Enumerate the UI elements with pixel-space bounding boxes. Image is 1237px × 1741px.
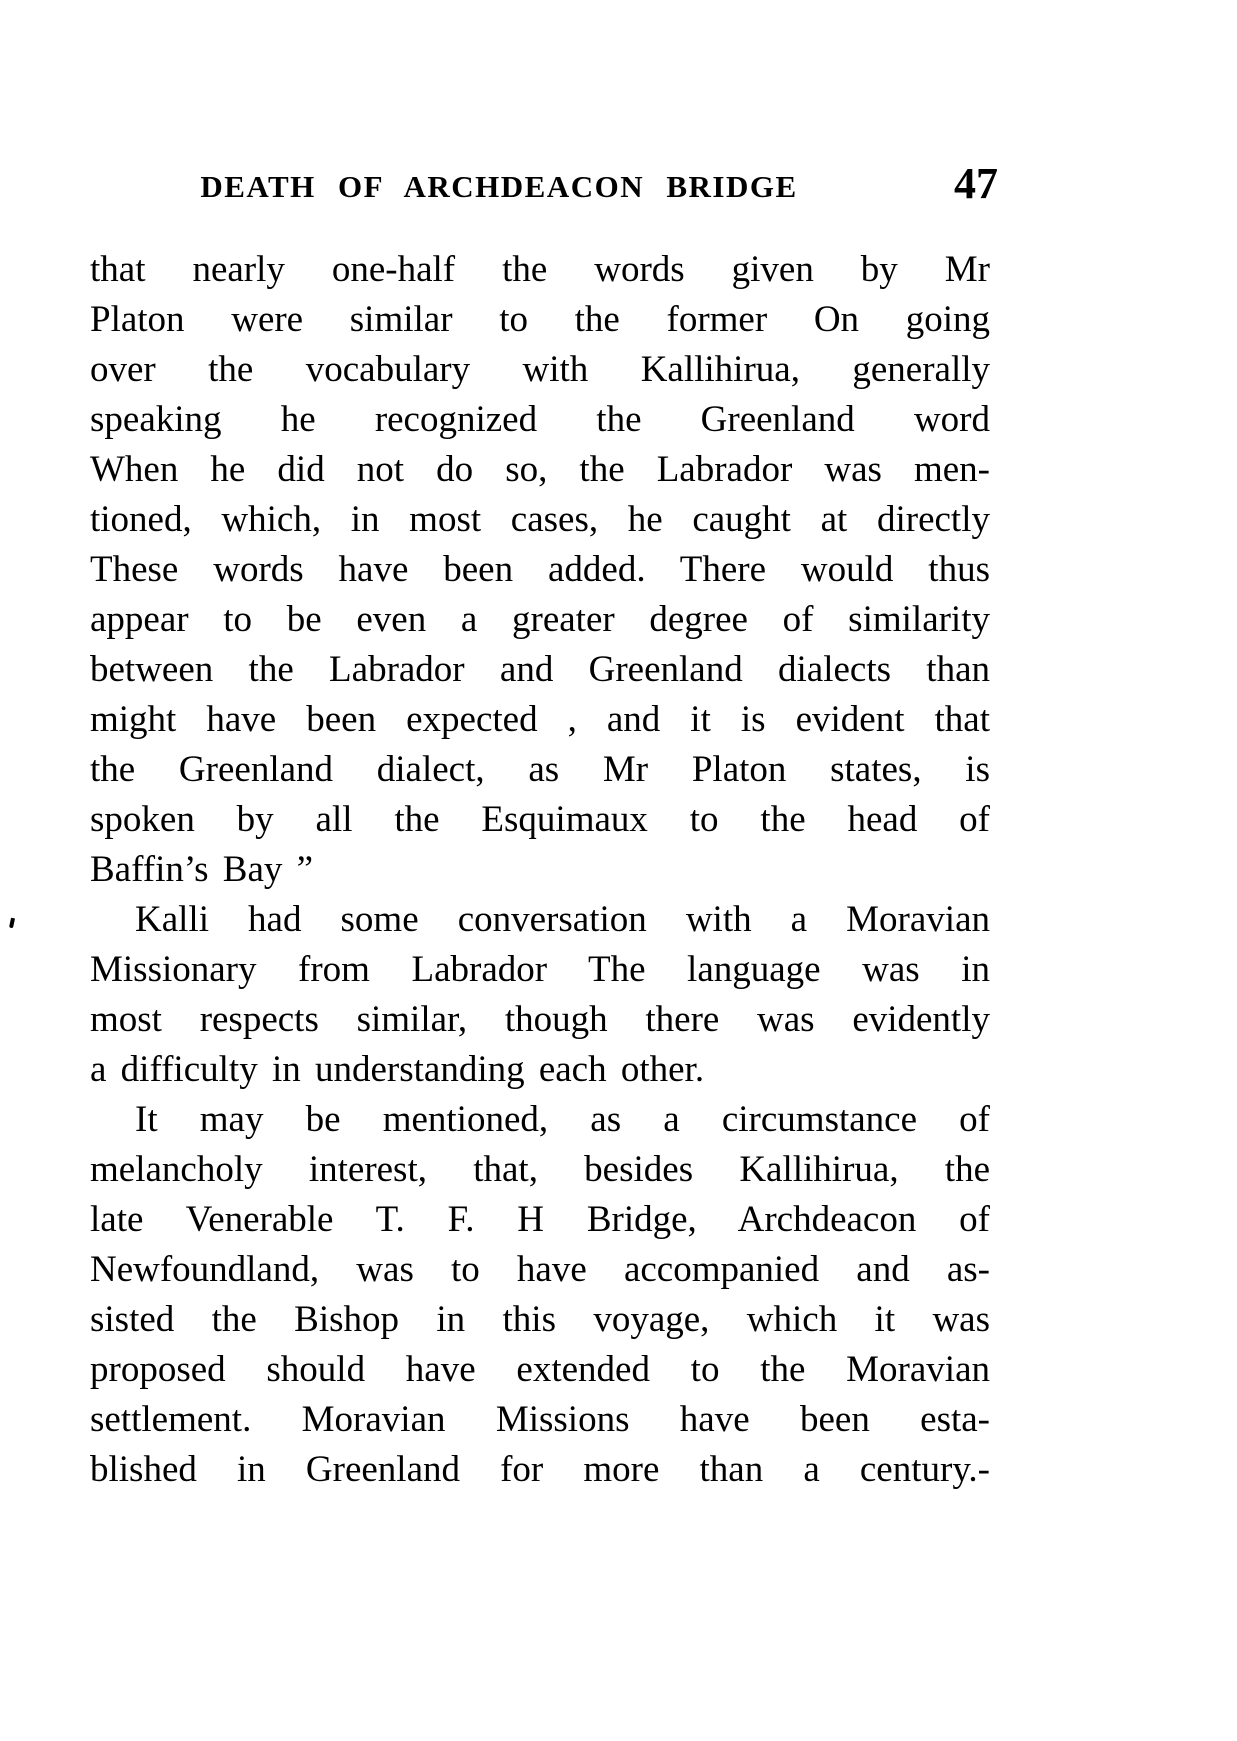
text-line: late Venerable T. F. H Bridge, Archdeacon of xyxy=(90,1199,990,1240)
text-line: most respects similar, though there was evidently xyxy=(90,999,990,1040)
text-line: Newfoundland, was to have accompanied and as- xyxy=(90,1249,990,1290)
text-line: that nearly one-half the words given by Mr xyxy=(90,249,990,290)
text-line: melancholy interest, that, besides Kallihirua, the xyxy=(90,1149,990,1190)
text-line: blished in Greenland for more than a century.- xyxy=(90,1449,990,1490)
ink-speck-mark xyxy=(9,918,15,929)
text-line: When he did not do so, the Labrador was men- xyxy=(90,449,990,490)
text-line: might have been expected , and it is evident that xyxy=(90,699,990,740)
text-line: proposed should have extended to the Moravian xyxy=(90,1349,990,1390)
text-line: settlement. Moravian Missions have been esta- xyxy=(90,1399,990,1440)
text-line: It may be mentioned, as a circumstance of xyxy=(135,1099,990,1140)
text-line: the Greenland dialect, as Mr Platon states, is xyxy=(90,749,990,790)
text-line: spoken by all the Esquimaux to the head of xyxy=(90,799,990,840)
text-line: a difficulty in understanding each other. xyxy=(90,1049,705,1090)
body-text-block xyxy=(90,245,990,1495)
running-head-title: DEATH OF ARCHDEACON BRIDGE xyxy=(200,169,798,204)
text-line: These words have been added. There would thus xyxy=(90,549,990,590)
text-line: Baffin’s Bay ” xyxy=(90,849,314,890)
text-line: sisted the Bishop in this voyage, which it was xyxy=(90,1299,990,1340)
page-header xyxy=(90,159,998,211)
text-line: between the Labrador and Greenland dialects than xyxy=(90,649,990,690)
text-line: over the vocabulary with Kallihirua, generally xyxy=(90,349,990,390)
text-line: speaking he recognized the Greenland word xyxy=(90,399,990,440)
text-line: Missionary from Labrador The language was in xyxy=(90,949,990,990)
page-number: 47 xyxy=(954,159,998,208)
text-line: tioned, which, in most cases, he caught at directly xyxy=(90,499,990,540)
text-line: Platon were similar to the former On going xyxy=(90,299,990,340)
text-line: appear to be even a greater degree of similarity xyxy=(90,599,990,640)
text-line: Kalli had some conversation with a Moravian xyxy=(135,899,990,940)
